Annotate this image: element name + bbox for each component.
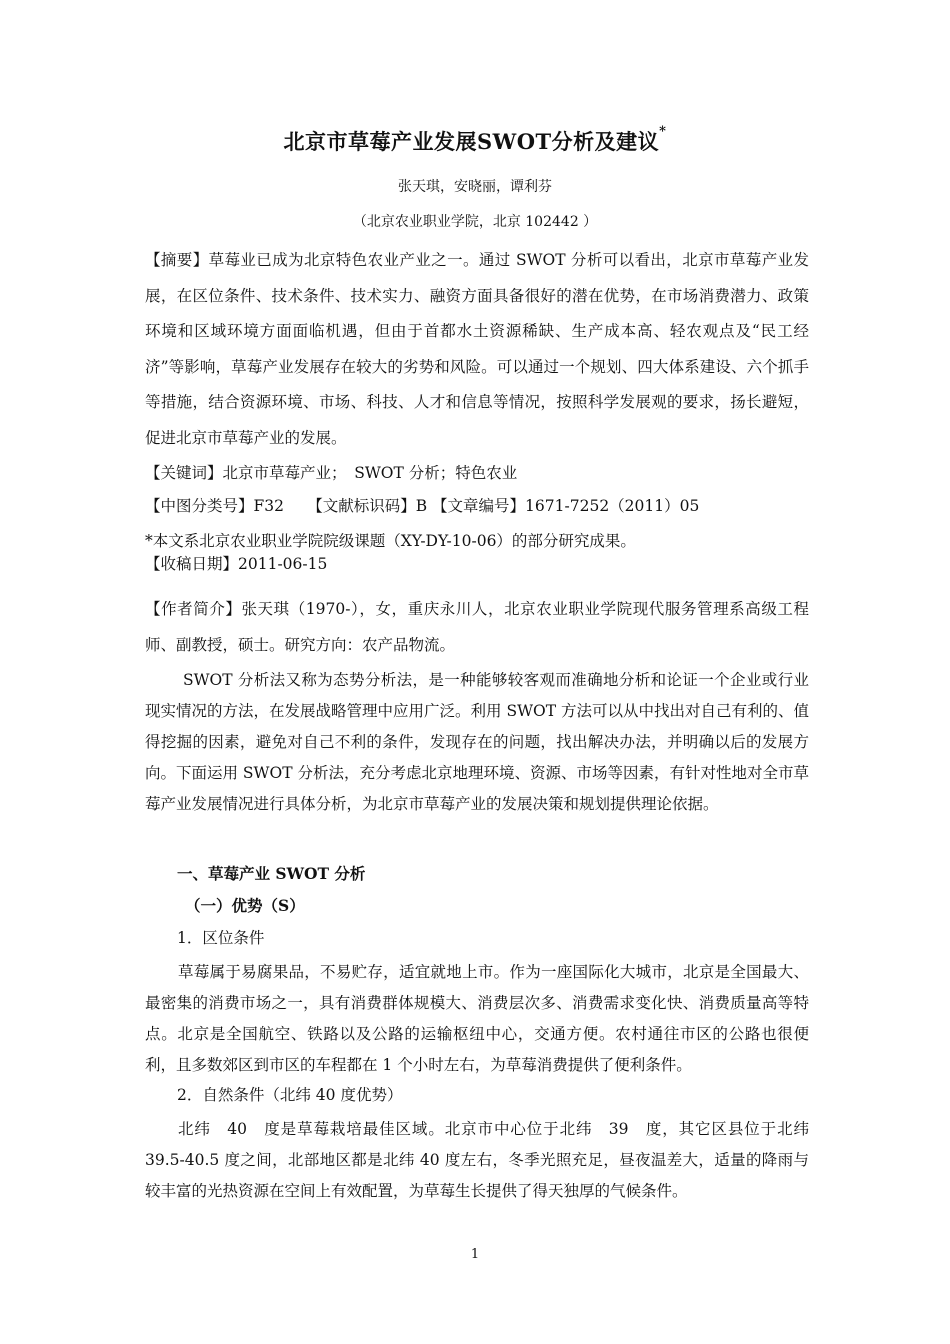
- natural-conditions-paragraph: 北纬 40 度是草莓栽培最佳区域。北京市中心位于北纬 39 度，其它区县位于北纬39.5-40.5 度之间，北部地区都是北纬 40 度左右，冬季光照充足，昼夜温差大，适量的降雨与较丰富的光热资源在空间上有效配置，为草莓生长提供了得天独厚的气候条件。: [145, 1120, 809, 1200]
- section-heading: 一、草莓产业 SWOT 分析: [177, 864, 366, 883]
- author-affiliation: （北京农业职业学院，北京 102442 ）: [352, 214, 598, 230]
- footnote-mark: *: [659, 124, 667, 139]
- item-heading-natural: 2．自然条件（北纬 40 度优势）: [177, 1086, 403, 1104]
- classification-line: 【中图分类号】F32 【文献标识码】B 【文章编号】1671-7252（2011）05: [145, 497, 700, 515]
- paper-title-text: 北京市草莓产业发展SWOT分析及建议: [283, 129, 660, 154]
- author-list: 张天琪，安晓丽，谭利芬: [398, 179, 552, 195]
- page-number: 1: [470, 1247, 480, 1262]
- abstract-paragraph: 【摘要】草莓业已成为北京特色农业产业之一。通过 SWOT 分析可以看出，北京市草莓产业发展，在区位条件、技术条件、技术实力、融资方面具备很好的潜在优势，在市场消费潜力、政策环境和区域环境方面面临机遇，但由于首都水土资源稀缺、生产成本高、轻农观点及“民工经济”等影响，草莓产业发展存在较大的劣势和风险。可以通过一个规划、四大体系建设、六个抓手等措施，结合资源环境、市场、科技、人才和信息等情况，按照科学发展观的要求，扬长避短，促进北京市草莓产业的发展。: [145, 251, 809, 447]
- location-paragraph: 草莓属于易腐果品，不易贮存，适宜就地上市。作为一座国际化大城市，北京是全国最大、最密集的消费市场之一，具有消费群体规模大、消费层次多、消费需求变化快、消费质量高等特点。北京是全国航空、铁路以及公路的运输枢纽中心，交通方便。农村通往市区的公路也很便利，且多数郊区到市区的车程都在 1 个小时左右，为草莓消费提供了便利条件。: [145, 963, 809, 1074]
- paper-title: [0, 126, 950, 156]
- subsection-heading: （一）优势（S）: [185, 896, 305, 915]
- intro-paragraph: SWOT 分析法又称为态势分析法，是一种能够较客观而准确地分析和论证一个企业或行业现实情况的方法，在发展战略管理中应用广泛。利用 SWOT 方法可以从中找出对自己有利的、值得挖掘的因素，避免对自己不利的条件，发现存在的问题，找出解决办法，并明确以后的发展方向。下面运用 SWOT 分析法，充分考虑北京地理环境、资源、市场等因素，有针对性地对全市草莓产业发展情况进行具体分析，为北京市草莓产业的发展决策和规划提供理论依据。: [145, 671, 809, 813]
- item-heading-location: 1．区位条件: [177, 929, 265, 947]
- received-date-line: 【收稿日期】2011-06-15: [145, 555, 328, 573]
- keywords-line: 【关键词】北京市草莓产业； SWOT 分析；特色农业: [145, 464, 518, 482]
- funding-note: *本文系北京农业职业学院院级课题（XY-DY-10-06）的部分研究成果。: [145, 532, 636, 550]
- author-bio-paragraph: 【作者简介】张天琪（1970-），女，重庆永川人，北京农业职业学院现代服务管理系高级工程师、副教授，硕士。研究方向：农产品物流。: [145, 600, 809, 654]
